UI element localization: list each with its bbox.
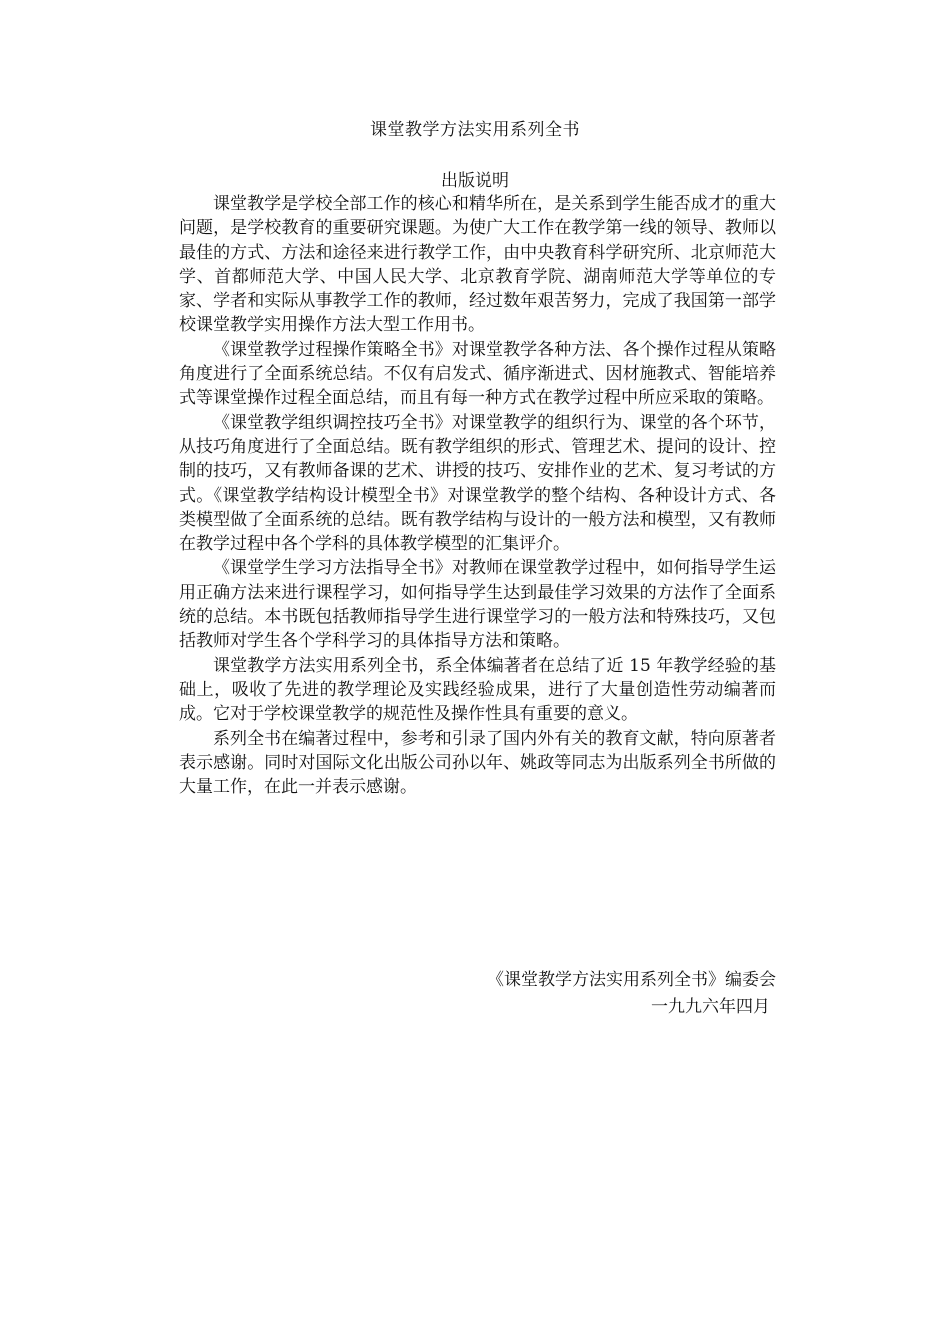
paragraph-process-strategy: 《课堂教学过程操作策略全书》对课堂教学各种方法、各个操作过程从策略角度进行了全面系统总结。不仅有启发式、循序渐进式、因材施教式、智能培养式等课堂操作过程全面总结，而且有每一种方式在教学过程中所应采取的策略。: [179, 339, 776, 409]
signature-block: [400, 967, 776, 1021]
signature-date: 一九九六年四月: [651, 997, 770, 1017]
paragraph-acknowledgements: 系列全书在编著过程中，参考和引录了国内外有关的教育文献，特向原著者表示感谢。同时对国际文化出版公司孙以年、姚政等同志为出版系列全书所做的大量工作，在此一并表示感谢。: [179, 728, 776, 798]
signature-organization: 《课堂教学方法实用系列全书》编委会: [487, 970, 776, 990]
body-text: [179, 192, 776, 799]
document-title: 课堂教学方法实用系列全书: [370, 120, 580, 140]
paragraph-learning-methods: 《课堂学生学习方法指导全书》对教师在课堂教学过程中，如何指导学生运用正确方法来进行课程学习，如何指导学生达到最佳学习效果的方法作了全面系统的总结。本书既包括教师指导学生进行课堂学习的一般方法和特殊技巧，又包括教师对学生各个学科学习的具体指导方法和策略。: [179, 558, 776, 652]
paragraph-intro: 课堂教学是学校全部工作的核心和精华所在，是关系到学生能否成才的重大问题，是学校教育的重要研究课题。为使广大工作在教学第一线的领导、教师以最佳的方式、方法和途径来进行教学工作，由中央教育科学研究所、北京师范大学、首都师范大学、中国人民大学、北京教育学院、湖南师范大学等单位的专家、学者和实际从事教学工作的教师，经过数年艰苦努力，完成了我国第一部学校课堂教学实用操作方法大型工作用书。: [179, 194, 776, 336]
section-heading: 出版说明: [441, 171, 509, 191]
paragraph-series-summary: 课堂教学方法实用系列全书，系全体编著者在总结了近 15 年教学经验的基础上，吸收了先进的教学理论及实践经验成果，进行了大量创造性劳动编著而成。它对于学校课堂教学的规范性及操作性具有重要的意义。: [179, 655, 776, 725]
paragraph-organization-control: 《课堂教学组织调控技巧全书》对课堂教学的组织行为、课堂的各个环节，从技巧角度进行了全面总结。既有教学组织的形式、管理艺术、提问的设计、控制的技巧，又有教师备课的艺术、讲授的技巧、安排作业的艺术、复习考试的方式。《课堂教学结构设计模型全书》对课堂教学的整个结构、各种设计方式、各类模型做了全面系统的总结。既有教学结构与设计的一般方法和模型，又有教师在教学过程中各个学科的具体教学模型的汇集评介。: [179, 412, 776, 555]
